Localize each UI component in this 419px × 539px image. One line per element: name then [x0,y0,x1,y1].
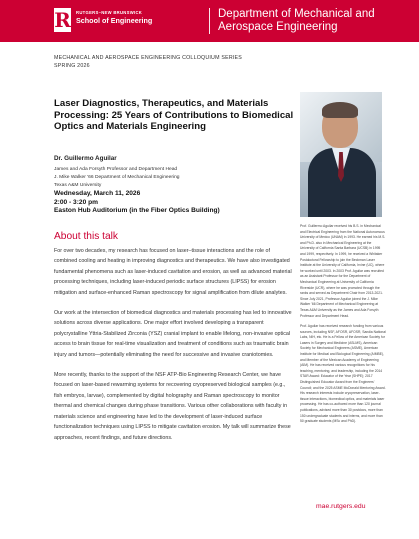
bio-paragraph: Prof. Aguilar has received research funding from various sources, including NSF, AFOSR, AFOSR, Sandia National Labs, NIH, etc. He is a Fellow of the American Society for Lasers in Surgery and Medicine (ASLMS), American Society for Mechanical Engineers (ASME), American Institute for Medical and Biological Engineering (AIMBE), and Member of the Mexican Academy of Engineering (AIM). He has received various recognitions for his teaching, mentoring, and leadership, including the 2014 STAR Award: Educator of the Year (SHPE); 2017 Distinguished Educator Award from the Engineers' Council; and the 2025 ASME McDonald Mentoring Award. His research interests include cryopreservation, laser-tissue interactions, biomedical optics, and materials laser processing. He has co-authored more than 120 journal publications, advised more than 30 postdocs, more than 150 undergraduate students and interns, and more than 50 graduate students (MSc and PhD). [300,324,386,424]
speaker-affiliation: James and Ada Forsyth Professor and Department Head J. Mike Walker '66 Department of Mechanical Engineering Texas A&M University [54,167,180,188]
speaker-bio [300,224,386,430]
speaker-name: Dr. Guillermo Aguilar [54,155,117,162]
series-label: MECHANICAL AND AEROSPACE ENGINEERING COLLOQUIUM SERIES SPRING 2026 [54,55,242,69]
talk-title: Laser Diagnostics, Therapeutics, and Materials Processing: 25 Years of Contributions to Biomedical Optics and Materials Engineering [54,98,294,133]
header-divider [209,8,210,34]
abstract-paragraph: Our work at the intersection of biomedical diagnostics and materials processing has led to innovative solutions across diverse applications. One major effort involved developing a transparent polycrystalline Yttria-Stabilized Zirconia (YSZ) cranial implant to enable lifelong, non-invasive optical access to brain tissue for real-time visualization and treatment of conditions such as traumatic brain injury and tumors—potentially eliminating the need for successive and invasive craniotomies. [54,310,292,358]
abstract-body [54,246,294,453]
about-heading: About this talk [54,231,118,242]
abstract-paragraph: More recently, thanks to the support of the NSF ATP-Bio Engineering Research Center, we have focused on laser-based rewarming systems for recovering cryopreserved biological samples (e.g., fish embryos, larvae), complemented by digital holography and Raman spectroscopy to monitor thermal and chemical changes during phase transitions. Various other collaborations with faculty in materials science and engineering have led to the development of laser-induced surface functionalization techniques using LIPSS to mitigate cavitation erosion. My talk will summarize these approaches, recent findings, and future directions. [54,372,291,441]
event-location: Easton Hub Auditorium (in the Fiber Optics Building) [54,207,220,215]
event-details [54,190,220,216]
header-banner [0,0,419,42]
website-link[interactable]: mae.rutgers.edu [316,503,366,510]
abstract-paragraph: For over two decades, my research has focused on laser–tissue interactions and the role of combined cooling and heating in improving diagnostics and therapeutics. We have also investigated fundamental phenomena such as laser-induced cavitation and erosion, as well as advanced material processing techniques, including laser-induced periodic surface structures (LIPSS) for erosion mitigation and surface-enhanced Raman spectroscopy for signal amplification from dilute analytes. [54,248,292,296]
school-name: School of Engineering [76,16,153,25]
rutgers-r-icon: R [54,8,71,32]
speaker-photo [300,92,382,217]
event-date: Wednesday, March 11, 2026 [54,190,141,197]
bio-paragraph: Prof. Guillermo Aguilar received his B.S. in Mechanical and Electrical Engineering from the National Autonomous University of Mexico (UNAM) in 1993. He earned his M.S. and Ph.D. also in Mechanical Engineering at the University of California Santa Barbara (UCSB) in 1995 and 1999, respectively. In 1999, he received a Whitaker Postdoctoral Fellowship to join the Beckman Laser Institute at the University of California, Irvine (UC), where he worked until 2003. In 2003 Prof. Aguilar was recruited as an Assistant Professor for the Department of Mechanical Engineering at University of California Riverside (UCR), where he was promoted through the ranks and served as Department Chair from 2013-2021. Since July 2021, Professor Aguilar joined the J. Mike Walker '66 Department of Mechanical Engineering at Texas A&M University as the James and Ada Forsyth Professor and Department Head. [300,224,386,318]
event-time: 2:00 - 3:20 pm [54,198,98,206]
department-name: Department of Mechanical and Aerospace Engineering [218,8,375,33]
university-name: RUTGERS–NEW BRUNSWICK [76,10,143,15]
rutgers-logo[interactable] [54,8,152,32]
